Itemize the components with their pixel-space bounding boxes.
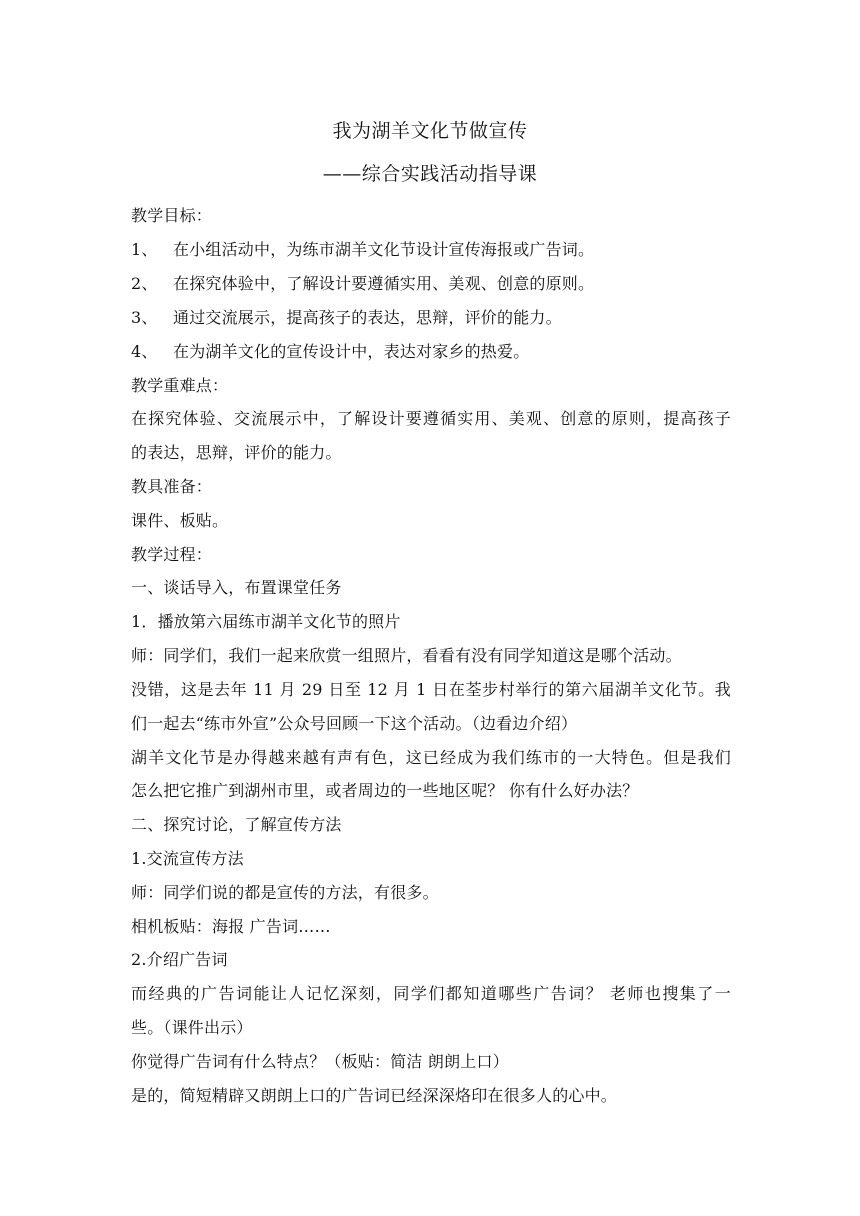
paragraph-line: 你觉得广告词有什么特点？（板贴：简洁 朗朗上口） bbox=[131, 1052, 509, 1071]
paragraph-line: 师：同学们说的都是宣传的方法，有很多。 bbox=[131, 883, 439, 902]
section-heading: 一、谈话导入，布置课堂任务 bbox=[131, 578, 342, 597]
paragraph-line: 湖羊文化节是办得越来越有声有色，这已经成为我们练市的一大特色。但是我们 bbox=[131, 748, 731, 767]
key-points-text-line1: 在探究体验、交流展示中，了解设计要遵循实用、美观、创意的原则，提高孩子 bbox=[131, 409, 731, 428]
objective-text: 在小组活动中，为练市湖羊文化节设计宣传海报或广告词。 bbox=[173, 240, 595, 259]
paragraph-line: 些。（课件出示） bbox=[131, 1018, 253, 1037]
objectives-heading: 教学目标： bbox=[131, 206, 213, 225]
materials-text: 课件、板贴。 bbox=[131, 511, 229, 530]
objective-number: 2、 bbox=[131, 274, 158, 293]
paragraph-line: 没错，这是去年 11 月 29 日至 12 月 1 日在荃步村举行的第六届湖羊文化节。我 bbox=[131, 680, 731, 699]
step-heading: 1.交流宣传方法 bbox=[131, 849, 244, 868]
paragraph-line: 是的，简短精辟又朗朗上口的广告词已经深深烙印在很多人的心中。 bbox=[131, 1086, 618, 1105]
key-points-heading: 教学重难点： bbox=[131, 376, 229, 395]
objective-number: 1、 bbox=[131, 240, 158, 259]
materials-heading: 教具准备： bbox=[131, 477, 213, 496]
process-heading: 教学过程： bbox=[131, 545, 213, 564]
objective-item bbox=[131, 305, 562, 328]
objective-text: 通过交流展示，提高孩子的表达，思辩，评价的能力。 bbox=[173, 308, 562, 327]
objective-item bbox=[131, 237, 594, 260]
objective-text: 在为湖羊文化的宣传设计中，表达对家乡的热爱。 bbox=[173, 342, 530, 361]
objective-item bbox=[131, 271, 594, 294]
objective-item bbox=[131, 339, 529, 362]
objective-number: 4、 bbox=[131, 342, 158, 361]
paragraph-line: 师：同学们，我们一起来欣赏一组照片，看看有没有同学知道这是哪个活动。 bbox=[131, 646, 682, 665]
key-points-text-line2: 的表达，思辩，评价的能力。 bbox=[131, 443, 342, 462]
step-heading: 1．播放第六届练市湖羊文化节的照片 bbox=[131, 612, 401, 631]
objective-text: 在探究体验中，了解设计要遵循实用、美观、创意的原则。 bbox=[173, 274, 595, 293]
section-heading: 二、探究讨论，了解宣传方法 bbox=[131, 815, 342, 834]
paragraph-line: 而经典的广告词能让人记忆深刻，同学们都知道哪些广告词？ 老师也搜集了一 bbox=[131, 984, 731, 1003]
objective-number: 3、 bbox=[131, 308, 158, 327]
paragraph-line: 相机板贴：海报 广告词…… bbox=[131, 917, 331, 936]
page-title: 我为湖羊文化节做宣传 bbox=[332, 120, 528, 142]
step-heading: 2.介绍广告词 bbox=[131, 950, 228, 969]
paragraph-line: 们一起去“练市外宣”公众号回顾一下这个活动。（边看边介绍） bbox=[131, 714, 578, 733]
paragraph-line: 怎么把它推广到湖州市里，或者周边的一些地区呢？ 你有什么好办法？ bbox=[131, 781, 639, 800]
page-subtitle: ——综合实践活动指导课 bbox=[322, 163, 538, 185]
